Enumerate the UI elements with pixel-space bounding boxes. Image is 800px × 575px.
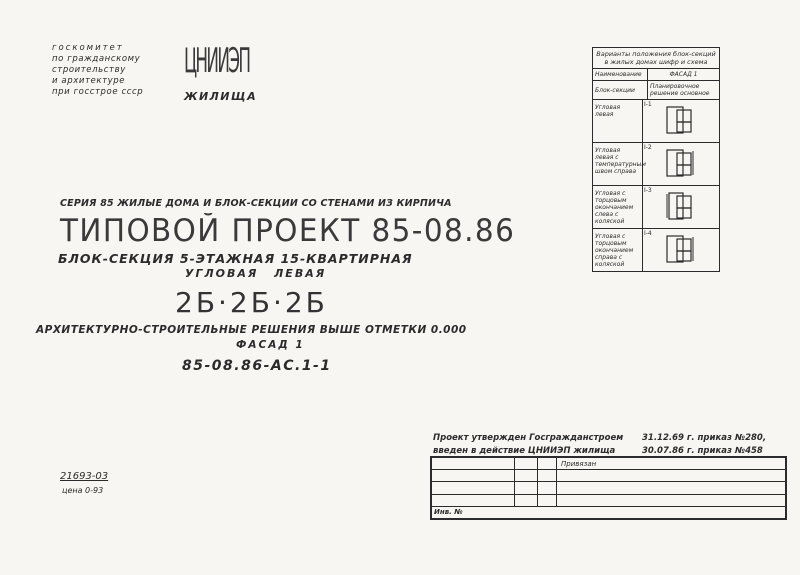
corner-description: УГЛОВАЯ ЛЕВАЯ bbox=[185, 267, 327, 280]
variant-scheme bbox=[643, 143, 719, 185]
stamp-cell bbox=[538, 470, 557, 482]
variant-row bbox=[593, 100, 719, 143]
variant-code: I-1 bbox=[644, 101, 652, 108]
org-line-3: строительству bbox=[52, 65, 126, 75]
institute-name: ЖИЛИЩА bbox=[184, 90, 258, 103]
variant-name: Угловая с торцовым окончанием слева с коляской bbox=[593, 186, 643, 228]
variant-row bbox=[593, 143, 719, 186]
org-line-1: госкомитет bbox=[52, 43, 124, 53]
section-title: АРХИТЕКТУРНО-СТРОИТЕЛЬНЫЕ РЕШЕНИЯ ВЫШЕ ОТМЕТКИ 0.000 bbox=[36, 324, 467, 336]
facade-label: ФАСАД 1 bbox=[236, 339, 305, 351]
block-scheme-icon bbox=[643, 229, 717, 269]
inventory-price: цена 0-93 bbox=[62, 486, 104, 495]
stamp-cell bbox=[557, 494, 786, 506]
organization-block bbox=[52, 43, 143, 98]
block-scheme-icon bbox=[643, 186, 717, 226]
variant-scheme bbox=[643, 100, 719, 142]
org-line-2: по гражданскому bbox=[52, 54, 141, 64]
stamp-inv-cell bbox=[432, 506, 786, 518]
variant-name: Угловая левая с температурным швом справа bbox=[593, 143, 643, 185]
inventory-number: 21693-03 bbox=[60, 471, 109, 482]
approval-line-2a: введен в действие ЦНИИЭП жилища bbox=[433, 446, 616, 456]
document-code: 85-08.86-АС.1-1 bbox=[182, 358, 332, 374]
stamp-cell bbox=[432, 470, 515, 482]
variant-scheme bbox=[643, 229, 719, 271]
org-line-4: и архитектуре bbox=[52, 76, 126, 86]
stamp-cell bbox=[538, 494, 557, 506]
approval-line-2b: 30.07.86 г. приказ №458 bbox=[642, 446, 763, 456]
stamp-grid bbox=[431, 457, 786, 519]
variant-code: I-3 bbox=[644, 187, 652, 194]
approval-line-1b: 31.12.69 г. приказ №280, bbox=[642, 433, 767, 443]
block-scheme-icon bbox=[643, 143, 717, 183]
stamp-bound-cell bbox=[557, 458, 786, 470]
variant-row bbox=[593, 229, 719, 271]
stamp-cell bbox=[557, 482, 786, 494]
stamp-cell bbox=[432, 494, 515, 506]
approval-line-1a: Проект утвержден Госгражданстроем bbox=[433, 433, 624, 443]
stamp-cell bbox=[515, 458, 538, 470]
variant-scheme bbox=[643, 186, 719, 228]
variants-table-subhead bbox=[593, 81, 719, 100]
stamp-bound-label: Привязан bbox=[561, 459, 597, 468]
col-plan-subheader: Планировочное решение основное bbox=[650, 83, 710, 97]
variants-table bbox=[592, 47, 720, 272]
variants-table-header: Варианты положения блок-секций в жилых домах шифр и схема bbox=[593, 48, 719, 69]
variant-code: I-2 bbox=[644, 144, 652, 151]
variants-table-colhead bbox=[593, 69, 719, 81]
institute-logo bbox=[184, 38, 303, 84]
variant-code: I-4 bbox=[644, 230, 652, 237]
project-title: ТИПОВОЙ ПРОЕКТ 85-08.86 bbox=[60, 213, 516, 249]
block-description: БЛОК-СЕКЦИЯ 5-ЭТАЖНАЯ 15-КВАРТИРНАЯ bbox=[58, 251, 413, 266]
institute-logo-text: ЦНИИЭП bbox=[184, 41, 250, 81]
stamp-cell bbox=[432, 458, 515, 470]
stamp-cell bbox=[515, 470, 538, 482]
stamp-cell bbox=[515, 494, 538, 506]
block-scheme-icon bbox=[643, 100, 717, 140]
stamp-cell bbox=[538, 482, 557, 494]
col-name-subheader: Блок-секции bbox=[593, 81, 648, 99]
title-block-stamp bbox=[430, 456, 787, 520]
stamp-cell bbox=[432, 482, 515, 494]
stamp-cell bbox=[557, 470, 786, 482]
variant-name: Угловая левая bbox=[593, 100, 643, 142]
col-name-header: Наименование bbox=[593, 69, 648, 80]
variant-name: Угловая с торцовым окончанием справа с коляской bbox=[593, 229, 643, 271]
stamp-cell bbox=[538, 458, 557, 470]
variant-row bbox=[593, 186, 719, 229]
stamp-cell bbox=[515, 482, 538, 494]
series-line: СЕРИЯ 85 ЖИЛЫЕ ДОМА И БЛОК-СЕКЦИИ СО СТЕНАМИ ИЗ КИРПИЧА bbox=[60, 198, 452, 209]
org-line-5: при госстрое ссср bbox=[52, 87, 144, 97]
col-facade-header: ФАСАД 1 bbox=[669, 71, 698, 78]
section-formula: 2Б·2Б·2Б bbox=[175, 286, 328, 319]
stamp-inv-label: Инв. № bbox=[434, 508, 463, 517]
